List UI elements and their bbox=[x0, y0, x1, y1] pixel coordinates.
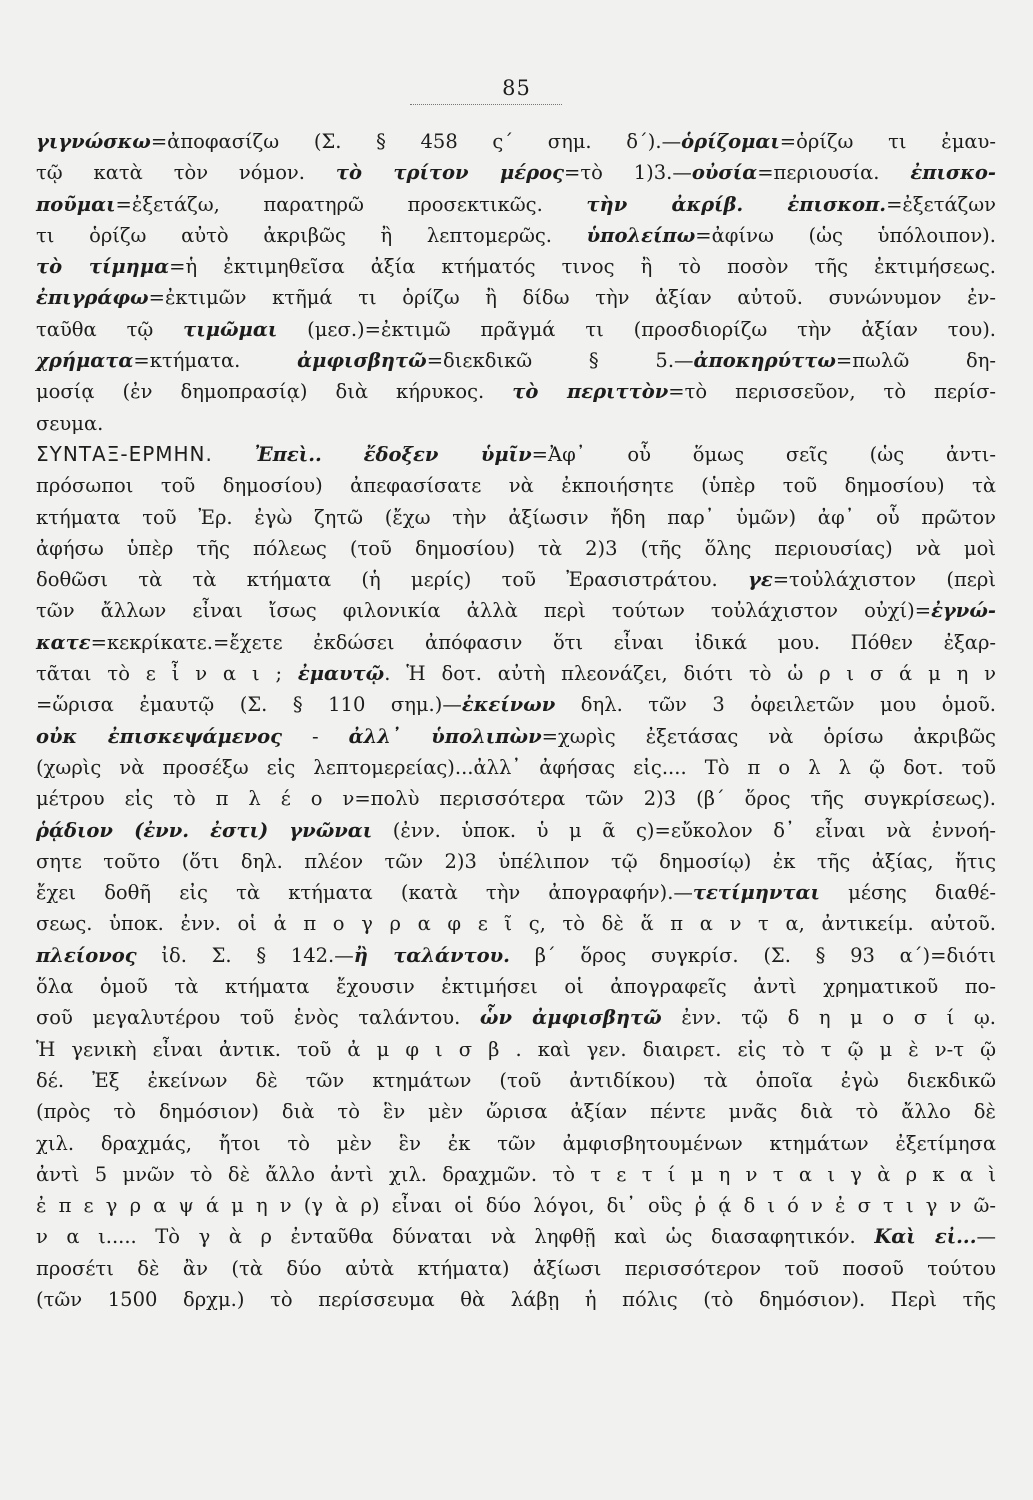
text-line bbox=[36, 564, 996, 595]
text-segment: =τὸ περισσεῦον, τὸ περίσ- bbox=[668, 380, 996, 404]
keyword-term: ἐμαυτῷ bbox=[297, 662, 385, 686]
text-line bbox=[36, 533, 996, 564]
keyword-term: πλείονος bbox=[36, 943, 137, 967]
text-line bbox=[36, 689, 996, 720]
text-segment: μέτρου εἰς τὸ π λ έ ο ν=πολὺ περισσότερα τῶν 2)3 (β΄ ὅρος τῆς συγκρίσεως). bbox=[36, 787, 996, 811]
text-line bbox=[36, 1065, 996, 1096]
text-segment: κτήματα τοῦ Ἐρ. ἐγὼ ζητῶ (ἔχω τὴν ἀξίωσιν ἤδη παρ᾽ ὑμῶν) ἀφ᾽ οὗ πρῶτον bbox=[36, 505, 996, 529]
text-segment: ἀφήσω ὑπὲρ τῆς πόλεως (τοῦ δημοσίου) τὰ 2)3 (τῆς ὅλης περιουσίας) νὰ μοὶ bbox=[36, 536, 996, 560]
keyword-term: ἐκείνων bbox=[461, 693, 556, 717]
keyword-term: ἐπισκο- bbox=[910, 161, 997, 185]
keyword-term: γε bbox=[747, 568, 773, 592]
keyword-term: τὸ τίμημα bbox=[36, 255, 170, 279]
text-segment: ἀντὶ 5 μνῶν τὸ δὲ ἄλλο ἀντὶ χιλ. δραχμῶν. τὸ τ ε τ ί μ η ν τ α ι γ ὰ ρ κ α ὶ bbox=[36, 1162, 996, 1186]
text-line bbox=[36, 721, 996, 752]
text-segment: μέσης διαθέ- bbox=[820, 881, 997, 905]
text-segment: (τῶν 1500 δρχμ.) τὸ περίσσευμα θὰ λάβῃ ἡ πόλις (τὸ δημόσιον). Περὶ τῆς bbox=[36, 1287, 996, 1311]
text-segment bbox=[213, 443, 255, 466]
keyword-term: ὁρίζομαι bbox=[681, 130, 780, 153]
text-segment: =ἐξετάζω, παρατηρῶ προσεκτικῶς. bbox=[115, 192, 587, 216]
text-segment: μοσίᾳ (ἐν δημοπρασίᾳ) διὰ κήρυκος. bbox=[36, 380, 513, 404]
keyword-term: ὑπολείπω bbox=[586, 223, 696, 247]
text-line bbox=[36, 752, 996, 783]
keyword-term: τὴν ἀκρίβ. ἐπισκοπ. bbox=[586, 192, 887, 216]
text-segment: =ἀφίνω (ὡς ὑπόλοιπον). bbox=[695, 223, 996, 247]
text-segment: τᾶται τὸ ε ἶ ν α ι ; bbox=[36, 662, 298, 686]
page-number: 85 bbox=[502, 76, 531, 100]
page-body-text bbox=[36, 126, 996, 1315]
text-segment: ἰδ. Σ. § 142.— bbox=[136, 943, 354, 967]
text-segment: ν α ι..... Τὸ γ ὰ ρ ἐνταῦθα δύναται νὰ ληφθῇ καὶ ὡς διασαφητικόν. bbox=[36, 1225, 875, 1249]
text-line bbox=[36, 1221, 996, 1252]
keyword-term: τιμῶμαι bbox=[183, 317, 278, 341]
text-segment: ἐ π ε γ ρ α ψ ά μ η ν (γ ὰ ρ) εἶναι οἱ δύο λόγοι, δι᾽ οὓς ῥ ᾴ δ ι ό ν ἐ σ τ ι γ ν ῶ- bbox=[36, 1194, 996, 1218]
text-line bbox=[36, 189, 996, 220]
text-segment: =χωρὶς ἐξετάσας νὰ ὁρίσω ἀκριβῶς bbox=[541, 724, 996, 748]
keyword-term: ἔδοξεν ὑμῖν bbox=[363, 442, 532, 466]
text-segment: =ἀποφασίζω (Σ. § 458 ς΄ σημ. δ΄).— bbox=[150, 130, 682, 153]
text-segment: β΄ ὅρος συγκρίσ. (Σ. § 93 α΄)=διότι bbox=[509, 943, 997, 967]
text-line bbox=[36, 846, 996, 877]
text-segment: (πρὸς τὸ δημόσιον) διὰ τὸ ἓν μὲν ὥρισα ἀξίαν πέντε μνᾶς διὰ τὸ ἄλλο δὲ bbox=[36, 1100, 996, 1124]
text-line bbox=[36, 439, 996, 470]
text-segment: =Ἀφ᾽ οὗ ὅμως σεῖς (ὡς ἀντι- bbox=[531, 442, 997, 466]
text-segment: =ἐξετάζων bbox=[886, 192, 996, 216]
text-segment: σεως. ὑποκ. ἐνν. οἱ ἀ π ο γ ρ α φ ε ῖ ς, τὸ δὲ ἅ π α ν τ α, ἀντικείμ. αὐτοῦ. bbox=[36, 912, 996, 936]
text-segment: προσέτι δὲ ἂν (τὰ δύο αὐτὰ κτήματα) ἀξίωσι περισσότερον τοῦ ποσοῦ τούτου bbox=[36, 1256, 996, 1280]
text-line bbox=[36, 1190, 996, 1221]
text-line bbox=[36, 251, 996, 282]
text-line bbox=[36, 815, 996, 846]
text-line bbox=[36, 658, 996, 689]
text-segment: πρόσωποι τοῦ δημοσίου) ἀπεφασίσατε νὰ ἐκποιήσητε (ὑπὲρ τοῦ δημοσίου) τὰ bbox=[36, 474, 996, 498]
text-segment: δηλ. τῶν 3 ὀφειλετῶν μου ὁμοῦ. bbox=[555, 693, 996, 717]
keyword-term: κατε bbox=[36, 630, 91, 654]
text-segment: =κεκρίκατε.=ἔχετε ἐκδώσει ἀπόφασιν ὅτι εἶναι ἰδικά μου. Πόθεν ἐξαρ- bbox=[90, 630, 996, 654]
keyword-term: ὧν ἀμφισβητῶ bbox=[479, 1006, 662, 1030]
section-heading: ΣΥΝΤΑΞ-ΕΡΜΗΝ. bbox=[36, 441, 213, 466]
text-line bbox=[36, 877, 996, 908]
text-segment: =ἐκτιμῶν κτῆμά τι ὁρίζω ἢ δίδω τὴν ἀξίαν αὐτοῦ. συνώνυμον ἐν- bbox=[148, 286, 996, 310]
text-segment: (χωρὶς νὰ προσέξω εἰς λεπτομερείας)...ἀλλ᾽ ἀφήσας εἰς.... Τὸ π ο λ λ ῷ δοτ. τοῦ bbox=[36, 755, 996, 779]
keyword-term: χρήματα bbox=[36, 349, 134, 373]
keyword-term: ἀποκηρύττω bbox=[693, 349, 836, 373]
text-segment: — bbox=[976, 1225, 996, 1249]
text-line bbox=[36, 376, 996, 407]
text-line bbox=[36, 314, 996, 345]
keyword-term: ῥᾴδιον (ἐνν. ἐστι) γνῶναι bbox=[36, 818, 373, 842]
text-line bbox=[36, 627, 996, 658]
text-segment: (ἐνν. ὑποκ. ὑ μ ᾶ ς)=εὔκολον δ᾽ εἶναι νὰ ἐννοή- bbox=[372, 818, 996, 842]
text-line bbox=[36, 595, 996, 626]
text-segment: =τὸ 1)3.— bbox=[564, 161, 692, 185]
header-rule bbox=[410, 104, 562, 105]
text-line bbox=[36, 502, 996, 533]
keyword-term: γιγνώσκω bbox=[36, 130, 151, 153]
text-segment: ὅλα ὁμοῦ τὰ κτήματα ἔχουσιν ἐκτιμήσει οἱ ἀπογραφεῖς ἀντὶ χρηματικοῦ πο- bbox=[36, 975, 996, 999]
text-line bbox=[36, 282, 996, 313]
text-line bbox=[36, 940, 996, 971]
keyword-term: τὸ περιττὸν bbox=[512, 380, 669, 404]
text-segment: τῷ κατὰ τὸν νόμον. bbox=[36, 161, 336, 185]
text-segment: . Ἡ δοτ. αὐτὴ πλεονάζει, διότι τὸ ὡ ρ ι σ ά μ η ν bbox=[384, 662, 996, 686]
text-segment bbox=[322, 443, 364, 466]
text-segment: σευμα. bbox=[36, 411, 104, 435]
text-line bbox=[36, 408, 996, 439]
text-segment: (μεσ.)=ἐκτιμῶ πρᾶγμά τι (προσδιορίζω τὴν ἀξίαν του). bbox=[277, 317, 996, 341]
text-segment: =ὁρίζω τι ἐμαυ- bbox=[779, 130, 996, 153]
text-segment: ἐνν. τῷ δ η μ ο σ ί ῳ. bbox=[661, 1006, 996, 1030]
text-line bbox=[36, 1284, 996, 1315]
text-line bbox=[36, 1159, 996, 1190]
text-segment: Ἡ γενικὴ εἶναι ἀντικ. τοῦ ἀ μ φ ι σ β . καὶ γεν. διαιρετ. εἰς τὸ τ ῷ μ ὲ ν-τ ῷ bbox=[36, 1037, 996, 1061]
text-segment: =ἡ ἐκτιμηθεῖσα ἀξία κτήματός τινος ἢ τὸ ποσὸν τῆς ἐκτιμήσεως. bbox=[169, 255, 996, 279]
text-segment: δοθῶσι τὰ τὰ κτήματα (ἡ μερίς) τοῦ Ἐρασιστράτου. bbox=[36, 568, 748, 592]
text-segment: χιλ. δραχμάς, ἤτοι τὸ μὲν ἓν ἐκ τῶν ἀμφισβητουμένων κτημάτων ἐξετίμησα bbox=[36, 1131, 996, 1155]
text-line bbox=[36, 126, 996, 157]
text-segment: =κτήματα. bbox=[133, 349, 298, 373]
keyword-term: Καὶ εἰ... bbox=[874, 1225, 977, 1249]
text-segment: =τοὐλάχιστον (περὶ bbox=[772, 568, 996, 592]
text-line bbox=[36, 1002, 996, 1033]
text-segment: ταῦθα τῷ bbox=[36, 317, 184, 341]
text-segment: σητε τοῦτο (ὅτι δηλ. πλέον τῶν 2)3 ὑπέλιπον τῷ δημοσίῳ) ἐκ τῆς ἀξίας, ἥτις bbox=[36, 849, 996, 873]
text-line bbox=[36, 1128, 996, 1159]
text-segment: δέ. Ἐξ ἐκείνων δὲ τῶν κτημάτων (τοῦ ἀντιδίκου) τὰ ὁποῖα ἐγὼ διεκδικῶ bbox=[36, 1068, 996, 1092]
keyword-term: τὸ τρίτον μέρος bbox=[335, 161, 565, 185]
keyword-term: ἀλλ᾽ ὑπολιπὼν bbox=[348, 724, 542, 748]
text-line bbox=[36, 908, 996, 939]
keyword-term: ἐγνώ- bbox=[931, 599, 996, 623]
text-line bbox=[36, 157, 996, 188]
keyword-term: ἐπιγράφω bbox=[36, 286, 149, 310]
keyword-term: τετίμηνται bbox=[692, 881, 820, 905]
text-line bbox=[36, 345, 996, 376]
text-line bbox=[36, 220, 996, 251]
keyword-term: ποῦμαι bbox=[36, 192, 116, 216]
text-segment: σοῦ μεγαλυτέρου τοῦ ἑνὸς ταλάντου. bbox=[36, 1006, 480, 1030]
text-segment: =περιουσία. bbox=[757, 161, 911, 185]
text-segment: τῶν ἄλλων εἶναι ἴσως φιλονικία ἀλλὰ περὶ τούτων τοὐλάχιστον οὐχί)= bbox=[36, 599, 932, 623]
text-line bbox=[36, 783, 996, 814]
text-segment: ἔχει δοθῆ εἰς τὰ κτήματα (κατὰ τὴν ἀπογραφήν).— bbox=[36, 881, 693, 905]
text-line bbox=[36, 1034, 996, 1065]
text-segment: =διεκδικῶ § 5.— bbox=[426, 349, 694, 373]
text-line bbox=[36, 470, 996, 501]
keyword-term: οὐσία bbox=[691, 161, 758, 185]
text-segment: =πωλῶ δη- bbox=[835, 349, 996, 373]
text-line bbox=[36, 971, 996, 1002]
keyword-term: ἢ ταλάντου. bbox=[353, 943, 510, 967]
text-segment: =ὥρισα ἐμαυτῷ (Σ. § 110 σημ.)— bbox=[36, 693, 462, 717]
keyword-term: ἀμφισβητῶ bbox=[297, 349, 427, 373]
text-line bbox=[36, 1096, 996, 1127]
keyword-term: οὐκ ἐπισκεψάμενος bbox=[36, 724, 283, 748]
text-segment: - bbox=[282, 724, 349, 748]
keyword-term: Ἐπεὶ.. bbox=[254, 442, 322, 466]
text-line bbox=[36, 1253, 996, 1284]
text-segment: τι ὁρίζω αὐτὸ ἀκριβῶς ἢ λεπτομερῶς. bbox=[36, 223, 587, 247]
